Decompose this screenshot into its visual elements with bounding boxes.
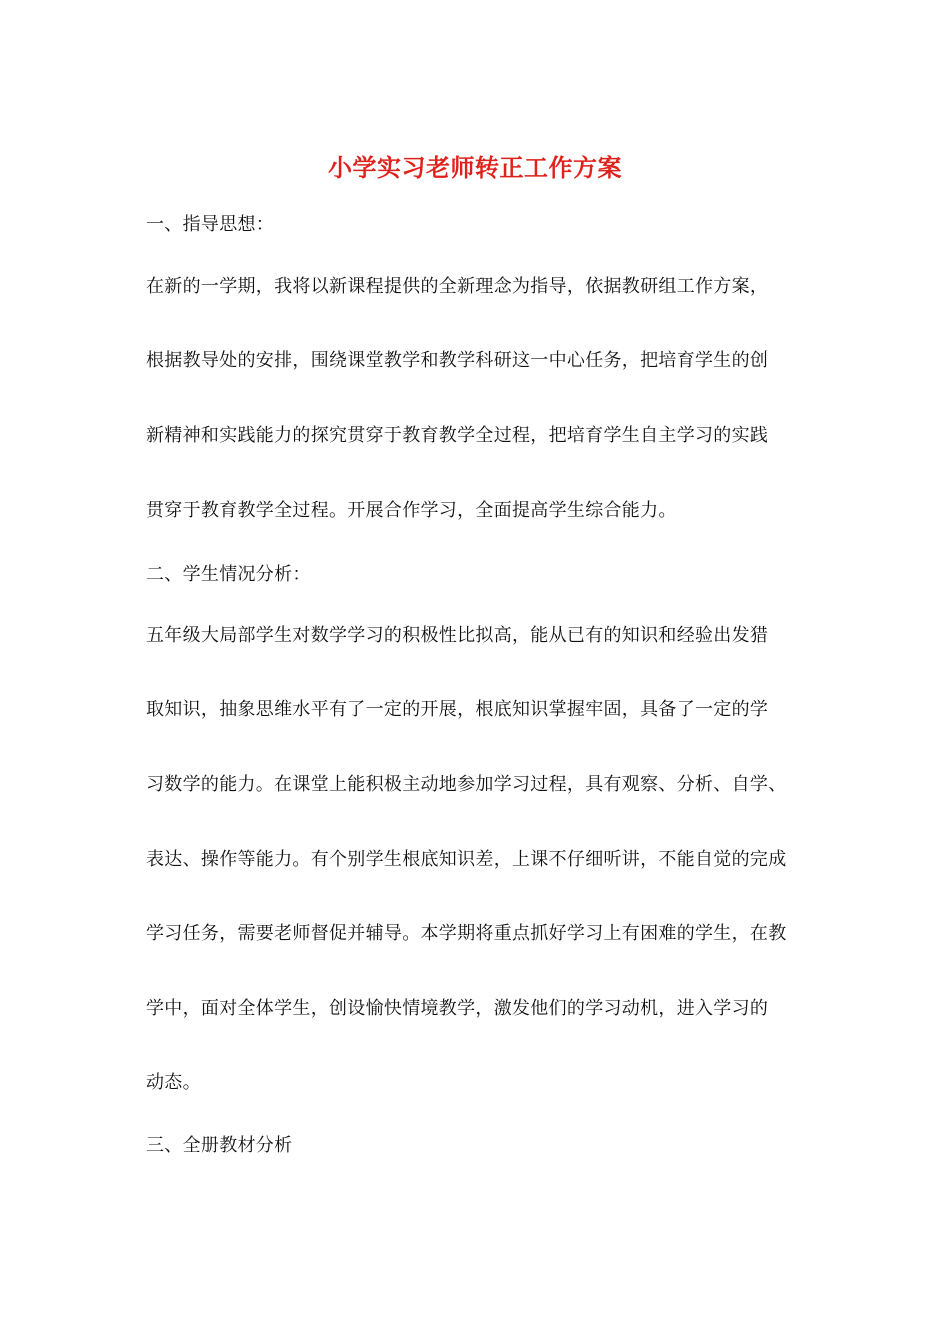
paragraph-line: 取知识，抽象思维水平有了一定的开展，根底知识掌握牢固，具备了一定的学 xyxy=(146,699,769,720)
paragraph-line: 学中，面对全体学生，创设愉快情境教学，激发他们的学习动机，进入学习的 xyxy=(146,998,769,1019)
document-title: 小学实习老师转正工作方案 xyxy=(328,153,622,182)
paragraph-line: 在新的一学期，我将以新课程提供的全新理念为指导，依据教研组工作方案， xyxy=(146,276,769,297)
paragraph-line: 动态。 xyxy=(146,1072,201,1093)
section-heading-student-analysis: 二、学生情况分析： xyxy=(146,564,311,585)
paragraph-line: 新精神和实践能力的探究贯穿于教育教学全过程，把培育学生自主学习的实践 xyxy=(146,425,769,446)
paragraph-line: 五年级大局部学生对数学学习的积极性比拟高，能从已有的知识和经验出发猎 xyxy=(146,625,769,646)
paragraph-line: 学习任务，需要老师督促并辅导。本学期将重点抓好学习上有困难的学生，在教 xyxy=(146,923,787,944)
section-heading-textbook-analysis: 三、全册教材分析 xyxy=(146,1135,293,1156)
paragraph-line: 根据教导处的安排，围绕课堂教学和教学科研这一中心任务，把培育学生的创 xyxy=(146,350,769,371)
paragraph-line: 习数学的能力。在课堂上能积极主动地参加学习过程，具有观察、分析、自学、 xyxy=(146,774,787,795)
paragraph-line: 表达、操作等能力。有个别学生根底知识差，上课不仔细听讲，不能自觉的完成 xyxy=(146,849,787,870)
section-heading-guiding-ideology: 一、指导思想： xyxy=(146,214,275,235)
paragraph-line: 贯穿于教育教学全过程。开展合作学习，全面提高学生综合能力。 xyxy=(146,500,677,521)
